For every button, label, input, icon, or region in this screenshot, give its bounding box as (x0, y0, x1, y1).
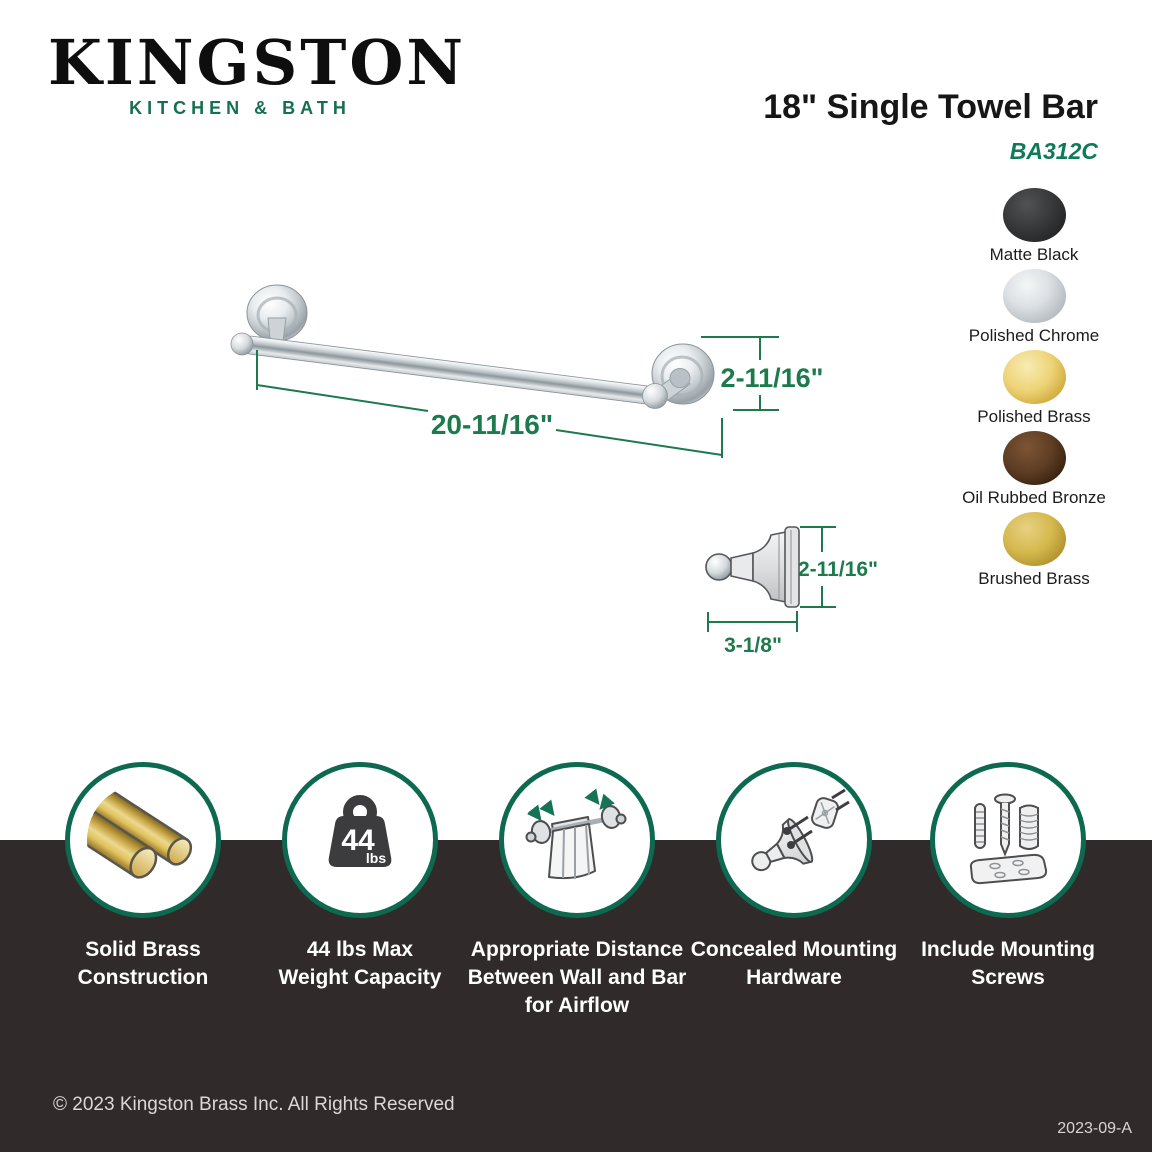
finish-label: Oil Rubbed Bronze (962, 488, 1106, 507)
brand-name: KINGSTON (48, 26, 467, 99)
bar-height-dimension: 2-11/16" (720, 363, 824, 393)
feature-circle (499, 762, 655, 918)
finish-label: Matte Black (989, 245, 1079, 264)
feature-airflow-distance (457, 762, 697, 1020)
mounting-screws-icon (950, 782, 1066, 898)
bar-length-dimension: 20-11/16" (430, 409, 554, 440)
feature-label: 44 lbs Max Weight Capacity (278, 938, 442, 989)
feature-circle (716, 762, 872, 918)
weight-unit: lbs (365, 850, 387, 866)
bracket-side-view (706, 527, 799, 607)
finish-label: Polished Chrome (968, 326, 1100, 345)
feature-circle (930, 762, 1086, 918)
page-title: 18" Single Towel Bar (763, 88, 1098, 126)
brand-logo (48, 26, 467, 119)
towel-airflow-icon (519, 782, 635, 898)
weight-icon (302, 782, 418, 898)
finish-swatch-matte-black (1003, 188, 1066, 242)
bracket-height-dimension: 2-11/16" (797, 558, 879, 581)
revision-code: 2023-09-A (1057, 1120, 1132, 1137)
finish-option-polished-chrome (938, 269, 1130, 346)
finish-option-oil-rubbed-bronze (938, 431, 1130, 508)
finish-option-polished-brass (938, 350, 1130, 427)
towel-bar-dimension-diagram (180, 260, 900, 680)
weight-value: 44 (341, 824, 375, 857)
feature-label: Include Mounting Screws (921, 938, 1095, 989)
product-model-number: BA312C (1009, 138, 1098, 164)
finish-swatch-polished-chrome (1003, 269, 1066, 323)
feature-label: Solid Brass Construction (77, 938, 209, 989)
bracket-depth-dimension: 3-1/8" (724, 634, 782, 657)
concealed-mounting-icon (736, 782, 852, 898)
feature-circle (65, 762, 221, 918)
feature-weight-capacity (240, 762, 480, 992)
finish-label: Polished Brass (977, 407, 1091, 426)
brand-tagline: KITCHEN & BATH (129, 98, 351, 118)
finish-label: Brushed Brass (978, 569, 1090, 588)
finish-swatch-brushed-brass (1003, 512, 1066, 566)
finish-swatch-polished-brass (1003, 350, 1066, 404)
copyright-notice: © 2023 Kingston Brass Inc. All Rights Reserved (53, 1094, 455, 1115)
feature-circle (282, 762, 438, 918)
feature-solid-brass (23, 762, 263, 992)
finish-swatch-oil-rubbed-bronze (1003, 431, 1066, 485)
feature-concealed-mounting (674, 762, 914, 992)
feature-label: Appropriate Distance Between Wall and Bar for Airflow (467, 938, 687, 1017)
brass-rods-icon (85, 782, 201, 898)
feature-label: Concealed Mounting Hardware (690, 938, 898, 989)
finish-option-brushed-brass (938, 512, 1130, 589)
towel-bar-illustration (231, 285, 714, 409)
feature-mounting-screws (888, 762, 1128, 992)
finish-option-matte-black (938, 188, 1130, 265)
